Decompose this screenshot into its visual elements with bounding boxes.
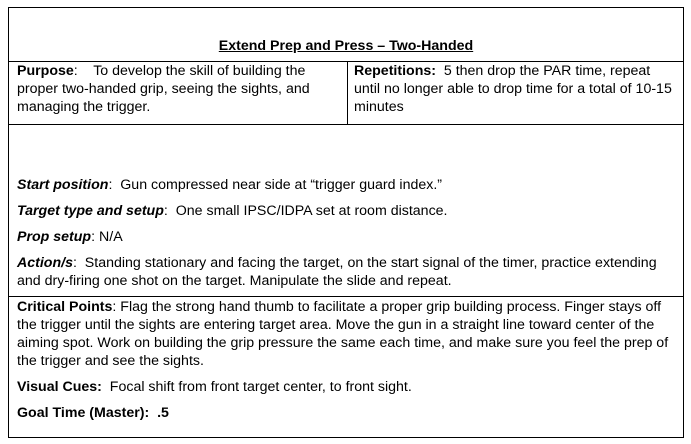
title-row — [8, 7, 684, 62]
start-position-label: Start position — [17, 177, 109, 193]
start-position-paragraph: Start position: Gun compressed near side at “trigger guard index.” — [17, 177, 443, 193]
prop-setup-paragraph: Prop setup: N/A — [17, 229, 123, 245]
prop-setup-label: Prop setup — [17, 229, 92, 245]
critical-points-label: Critical Points — [17, 299, 113, 315]
target-setup-text: One small IPSC/IDPA set at room distance. — [175, 203, 448, 219]
purpose-label: Purpose — [17, 63, 74, 79]
critical-points-paragraph: Critical Points: Flag the strong hand thumb to facilitate a proper grip building process. Finger stays off the trigger until the sights are entering target area. Move the gun in a straight line toward center of the aiming spot. Work on building the grip pressure the same each time, and make sure you feel the prep of the trigger and see the sights. — [17, 299, 669, 369]
purpose-paragraph: Purpose: To develop the skill of building the proper two-handed grip, seeing the sights, and managing the trigger. — [17, 63, 310, 115]
goal-time-label: Goal Time (Master): — [17, 405, 150, 421]
purpose-text: To develop the skill of building the proper two-handed grip, seeing the sights, and managing the trigger. — [17, 63, 310, 115]
critical-points-text: Flag the strong hand thumb to facilitate a proper grip building process. Finger stays off the trigger until the sights are entering target area. Move the gun in a straight line toward center of the aiming spot. Work on building the grip pressure the same each time, and make sure you feel the prep of the trigger and see the sights. — [17, 299, 669, 369]
actions-text: Standing stationary and facing the target, on the start signal of the timer, practice extending and dry-firing one shot on the target. Manipulate the slide and repeat. — [17, 255, 657, 289]
actions-label: Action/s — [17, 255, 73, 271]
visual-cues-paragraph — [17, 378, 676, 396]
drill-title: Extend Prep and Press – Two-Handed — [218, 38, 474, 54]
repetitions-cell — [347, 61, 684, 125]
visual-cues-text: Focal shift from front target center, to front sight. — [109, 379, 412, 395]
goal-time-value: .5 — [157, 405, 169, 421]
setup-section — [8, 124, 684, 297]
target-setup-label: Target type and setup — [17, 203, 164, 219]
critical-section — [8, 296, 684, 438]
goal-time-paragraph — [17, 404, 676, 422]
repetitions-label: Repetitions: — [354, 63, 436, 79]
purpose-cell — [8, 61, 348, 125]
start-position-text: Gun compressed near side at “trigger guard index.” — [120, 177, 443, 193]
repetitions-text: 5 then drop the PAR time, repeat until no longer able to drop time for a total of 10-15 minutes — [354, 63, 672, 115]
prop-setup-text: N/A — [99, 229, 123, 245]
target-setup-paragraph: Target type and setup: One small IPSC/IDPA set at room distance. — [17, 203, 448, 219]
visual-cues-label: Visual Cues: — [17, 379, 102, 395]
repetitions-paragraph — [354, 62, 678, 116]
actions-paragraph: Action/s: Standing stationary and facing the target, on the start signal of the timer, practice extending and dry-firing one shot on the target. Manipulate the slide and repeat. — [17, 255, 657, 289]
